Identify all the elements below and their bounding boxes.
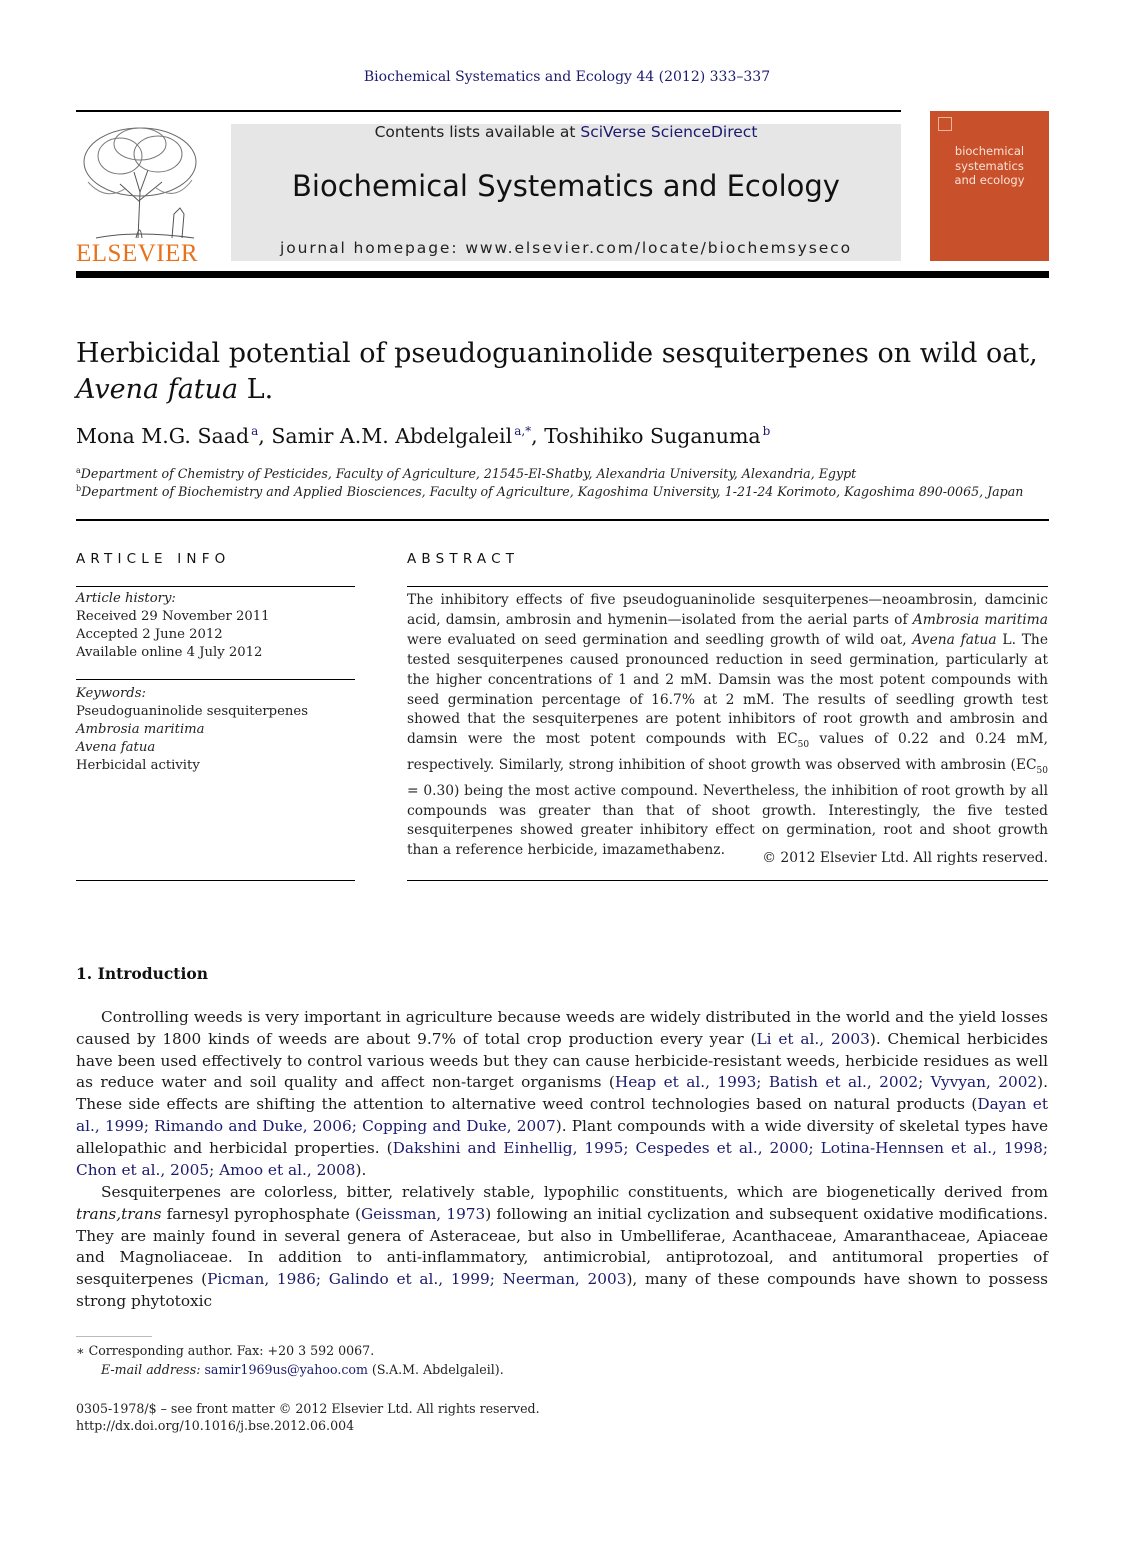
abstract-bottom-rule xyxy=(407,880,1048,881)
article-history: Article history: Received 29 November 2011 Accepted 2 June 2012 Available online 4 July 2012 xyxy=(76,591,270,660)
elsevier-wordmark: ELSEVIER xyxy=(76,240,199,267)
citation-link[interactable]: Dayan et al., 1999; Rimando and Duke, 2006; Copping and Duke, 2007 xyxy=(76,1095,1048,1135)
section-heading-introduction: 1. Introduction xyxy=(76,964,208,983)
cover-title: biochemical systematics and ecology xyxy=(954,144,1025,187)
header-thick-rule xyxy=(76,271,1049,278)
doi-link[interactable]: http://dx.doi.org/10.1016/j.bse.2012.06.004 xyxy=(76,1418,355,1433)
body-text: Controlling weeds is very important in agriculture because weeds are widely distributed in the world and the yield losses caused by 1800 kinds of weeds are about 9.7% of total crop production every year ( xyxy=(76,1008,1048,1048)
body-text: ). xyxy=(355,1160,367,1179)
intro-paragraph-1 xyxy=(76,1007,1048,1181)
header-rule xyxy=(76,110,901,112)
citation-link[interactable]: Heap et al., 1993; Batish et al., 2002; Vyvyan, 2002 xyxy=(614,1073,1038,1092)
front-matter-note: 0305-1978/$ – see front matter © 2012 Elsevier Ltd. All rights reserved. xyxy=(76,1401,540,1416)
email-note: E-mail address: samir1969us@yahoo.com (S.A.M. Abdelgaleil). xyxy=(101,1362,504,1377)
article-info-bottom-rule xyxy=(76,880,355,881)
keywords-rule xyxy=(76,679,355,680)
keywords-list: Keywords: Pseudoguaninolide sesquiterpenes Ambrosia maritima Avena fatua Herbicidal activity xyxy=(76,685,355,775)
keyword: Ambrosia maritima xyxy=(76,722,205,737)
author-name: Mona M.G. Saad xyxy=(76,424,250,448)
author-affiliation-link[interactable]: b xyxy=(762,424,771,439)
cover-publisher-icon xyxy=(938,117,952,131)
author-name: Samir A.M. Abdelgaleil xyxy=(271,424,513,448)
body-text: ). These side effects are shifting the attention to alternative weed control technologies based on natural products ( xyxy=(76,1073,1049,1114)
author-affiliation-link[interactable]: a,* xyxy=(514,424,532,439)
citation-link[interactable]: Geissman, 1973 xyxy=(360,1204,486,1223)
abstract-copyright: © 2012 Elsevier Ltd. All rights reserved. xyxy=(762,850,1048,866)
intro-paragraph-2 xyxy=(76,1182,1048,1313)
journal-homepage[interactable]: journal homepage: www.elsevier.com/locate/biochemsyseco xyxy=(280,239,852,257)
article-info-rule xyxy=(76,586,355,587)
abstract-heading: ABSTRACT xyxy=(407,551,520,567)
journal-citation[interactable]: Biochemical Systematics and Ecology 44 (2012) 333–337 xyxy=(363,69,771,85)
journal-cover-thumbnail[interactable] xyxy=(930,111,1049,261)
affiliation-divider xyxy=(76,519,1049,521)
body-text: ). Chemical herbicides have been used effectively to control various weeds but they can cause herbicide-resistant weeds, herbicide residues as well as reduce water and soil quality and affect non-target organisms ( xyxy=(76,1029,1048,1092)
body-text: ) following an initial cyclization and subsequent oxidative modifications. They are mainly found in several genera of Asteraceae, but also in Umbelliferae, Acanthaceae, Amaranthaceae, Apiaceae and Magnoliaceae. In addition to anti-inflammatory, antimicrobial, antiprotozoal, and antitumoral properties of sesquiterpenes ( xyxy=(76,1204,1048,1289)
body-text: ), many of these compounds have shown to possess strong phytotoxic xyxy=(76,1270,1049,1310)
author-name: Toshihiko Suganuma xyxy=(544,424,761,448)
footnote-rule xyxy=(76,1336,152,1337)
keyword: Avena fatua xyxy=(76,740,156,755)
author-list: Mona M.G. Saad $^a$, Samir A.M. Abdelgaleil $^{a,*}$, Toshihiko Suganuma $^b$ xyxy=(76,424,771,448)
affiliation-a: $^a$Department of Chemistry of Pesticides, Faculty of Agriculture, 21545-El-Shatby, Alexandria University, Alexandria, Egypt xyxy=(76,466,857,482)
body-text: farnesyl pyrophosphate ( xyxy=(161,1204,361,1223)
citation-link[interactable]: Li et al., 2003 xyxy=(756,1029,870,1048)
sciencedirect-link[interactable]: SciVerse ScienceDirect xyxy=(580,123,758,141)
abstract-rule xyxy=(407,586,1048,587)
citation-link[interactable]: Picman, 1986; Galindo et al., 1999; Neerman, 2003 xyxy=(207,1270,627,1289)
corresponding-author-note: ∗ Corresponding author. Fax: +20 3 592 0067. xyxy=(76,1343,375,1358)
contents-line: Contents lists available at SciVerse ScienceDirect xyxy=(374,123,758,141)
article-title: Herbicidal potential of pseudoguaninolide sesquiterpenes on wild oat, Avena fatua L. xyxy=(76,338,1038,405)
keyword: Herbicidal activity xyxy=(76,758,200,773)
journal-title: Biochemical Systematics and Ecology xyxy=(292,169,840,203)
citation-link[interactable]: Dakshini and Einhellig, 1995; Cespedes et al., 2000; Lotina-Hennsen et al., 1998; Chon et al., 2005; Amoo et al., 2008 xyxy=(76,1138,1048,1179)
keyword: Pseudoguaninolide sesquiterpenes xyxy=(76,704,308,719)
email-link[interactable]: samir1969us@yahoo.com xyxy=(204,1362,368,1377)
affiliation-b: $^b$Department of Biochemistry and Applied Biosciences, Faculty of Agriculture, Kagoshima University, 1-21-24 Korimoto, Kagoshima 890-0065, Japan xyxy=(76,484,1024,500)
body-text: ). Plant compounds with a wide diversity of skeletal types have allelopathic and herbicidal properties. ( xyxy=(76,1116,1048,1157)
body-text: Sesquiterpenes are colorless, bitter, relatively stable, lypophilic constituents, which are biogenetically derived from xyxy=(101,1183,1048,1201)
abstract-text: The inhibitory effects of five pseudoguaninolide sesquiterpenes—neoambrosin, damcinic acid, damsin, ambrosin and hymenin—isolated from the aerial parts of Ambrosia maritima were evaluated on seed germination and seedling growth of wild oat, Avena fatua L. The tested sesquiterpenes caused pronounced reduction in seed germination, particularly at the higher concentrations of 1 and 2 mM. Damsin was the most potent compounds with seed germination percentage of 16.7% at 2 mM. The results of seedling growth test showed that the sesquiterpenes are potent inhibitors of root growth and ambrosin and damsin were the most potent compounds with $EC_{50}$ values of 0.22 and 0.24 mM, respectively. Similarly, strong inhibition of shoot growth was observed with ambrosin $(EC_{50} = 0.30)$ being the most active compound. Nevertheless, the inhibition of root growth by all compounds was greater than that of shoot growth. Interestingly, the five tested sesquiterpenes showed greater inhibitory effect on germination, root and shoot growth than a reference herbicide, imazamethabenz. xyxy=(407,592,1048,859)
italic-text: trans,trans xyxy=(76,1204,162,1223)
author-affiliation-link[interactable]: a xyxy=(251,424,259,439)
article-info-heading: ARTICLE INFO xyxy=(76,551,231,567)
